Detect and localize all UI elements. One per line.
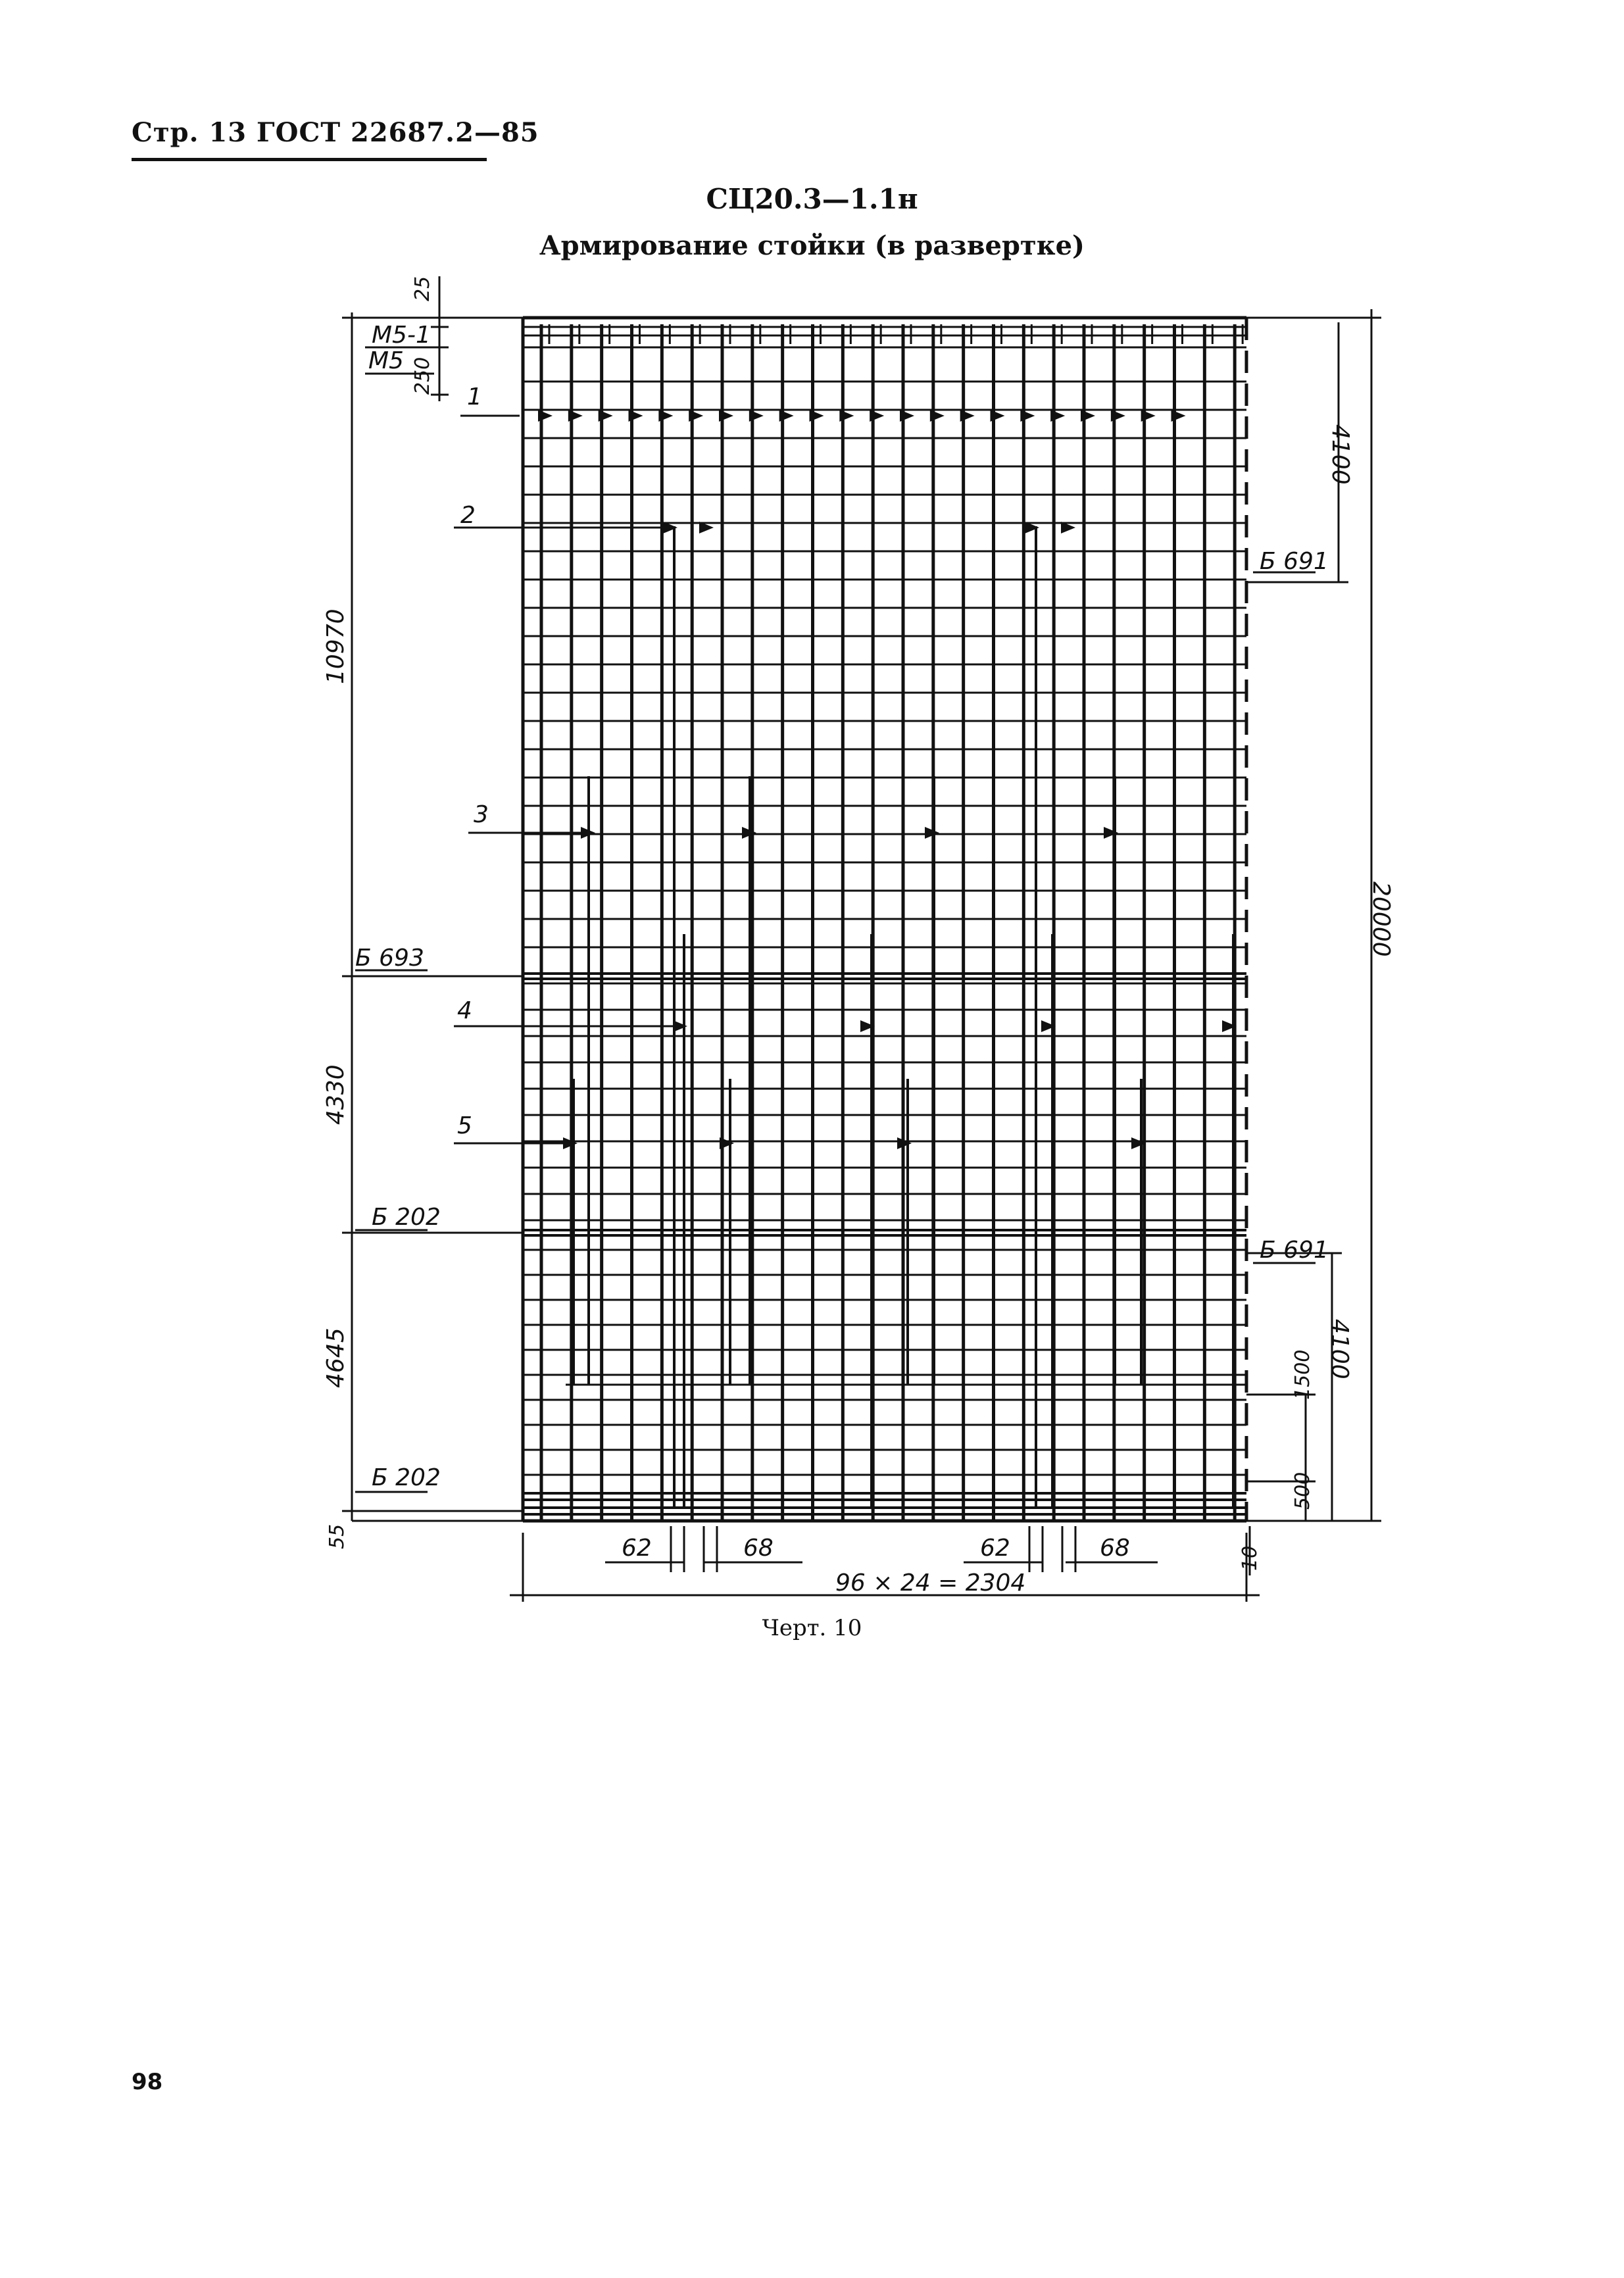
label-b202-lower: Б 202 xyxy=(372,1464,441,1491)
arrow-bar-1 xyxy=(991,410,1005,422)
longitudinal-bars xyxy=(538,324,1246,1521)
bar-marker-2: 2 xyxy=(460,502,476,529)
arrow-bar-1 xyxy=(749,410,764,422)
dim-bottom-62a: 62 xyxy=(622,1535,652,1562)
arrow-bar-1 xyxy=(900,410,914,422)
arrow-bar-5 xyxy=(720,1137,734,1149)
page-header: Стр. 13 ГОСТ 22687.2—85 xyxy=(132,117,539,148)
dim-bottom-62b: 62 xyxy=(980,1535,1010,1562)
arrow-bar-1 xyxy=(689,410,703,422)
arrow-bar-1 xyxy=(1050,410,1065,422)
arrow-bar-1 xyxy=(960,410,975,422)
dim-left-4645: 4645 xyxy=(322,1327,349,1388)
label-b691-lower: Б 691 xyxy=(1260,1237,1329,1264)
dim-right-500: 500 xyxy=(1291,1472,1314,1510)
dim-left-4330: 4330 xyxy=(322,1064,349,1125)
label-b691-upper: Б 691 xyxy=(1260,548,1329,575)
label-b693: Б 693 xyxy=(355,945,424,972)
dim-right-1500: 1500 xyxy=(1291,1349,1314,1400)
dim-right-4100-upper: 4100 xyxy=(1327,424,1354,485)
bar-marker-4: 4 xyxy=(457,997,472,1024)
figure-caption: Черт. 10 xyxy=(762,1615,862,1641)
arrow-bar-1 xyxy=(810,410,824,422)
dim-right-10: 10 xyxy=(1239,1545,1262,1571)
drawing-subtitle: Армирование стойки (в развертке) xyxy=(539,230,1085,261)
dim-left-55: 55 xyxy=(326,1523,349,1549)
bar-marker-3: 3 xyxy=(474,801,489,828)
arrow-bar-1 xyxy=(779,410,794,422)
arrow-bar-1 xyxy=(1111,410,1125,422)
arrow-bar-1 xyxy=(599,410,613,422)
label-m5-1: М5-1 xyxy=(372,322,431,349)
arrow-bar-1 xyxy=(1171,410,1186,422)
dim-left-10970: 10970 xyxy=(322,608,349,684)
dim-bottom-68b: 68 xyxy=(1100,1535,1130,1562)
arrow-bar-1 xyxy=(658,410,673,422)
dim-bottom-68a: 68 xyxy=(743,1535,774,1562)
arrow-bar-1 xyxy=(1020,410,1035,422)
dim-right-4100-lower: 4100 xyxy=(1326,1319,1353,1379)
label-b202-upper: Б 202 xyxy=(372,1204,441,1231)
dim-top-250: 250 xyxy=(411,357,434,395)
arrow-bar-1 xyxy=(1081,410,1095,422)
dimension-lines xyxy=(342,276,1381,1602)
arrow-bar-1 xyxy=(839,410,854,422)
dim-right-20000: 20000 xyxy=(1367,881,1394,957)
arrow-bar-1 xyxy=(568,410,583,422)
arrow-bar-1 xyxy=(629,410,643,422)
page-number: 98 xyxy=(132,2069,163,2095)
dim-bottom-total: 96 × 24 = 2304 xyxy=(835,1570,1026,1597)
arrow-bar-1 xyxy=(870,410,884,422)
dim-top-25: 25 xyxy=(411,276,434,301)
arrow-bar-1 xyxy=(538,410,553,422)
arrow-bar-1 xyxy=(719,410,733,422)
arrow-bar-1 xyxy=(1141,410,1156,422)
label-m5: М5 xyxy=(368,347,404,374)
bar-marker-5: 5 xyxy=(457,1112,472,1139)
drawing-title: СЦ20.3—1.1н xyxy=(706,183,918,215)
arrow-bar-1 xyxy=(930,410,945,422)
bar-marker-1: 1 xyxy=(467,384,482,410)
